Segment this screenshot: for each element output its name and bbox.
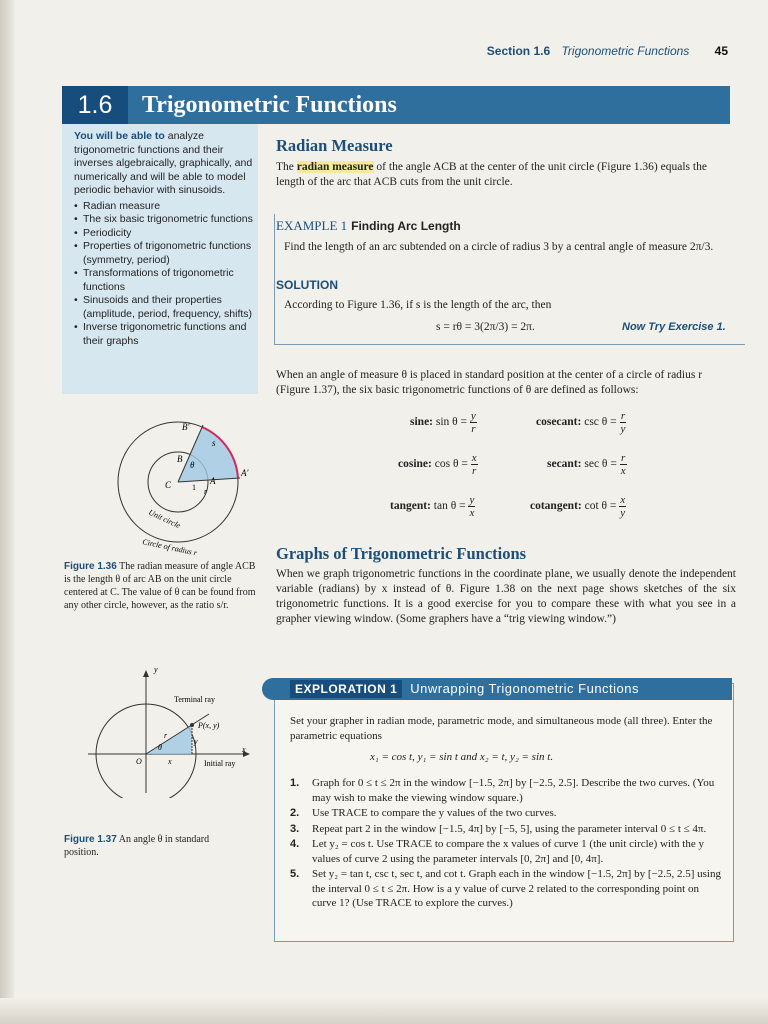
trig-denominator: r	[471, 423, 476, 435]
trig-fraction	[468, 494, 475, 519]
page-gutter-shadow	[0, 0, 14, 1024]
trig-definition	[398, 452, 478, 477]
objective-item: • Properties of trigonometric functions (symmetry, period)	[74, 240, 258, 267]
label-point: P(x, y)	[198, 721, 220, 730]
trig-denominator: y	[620, 423, 626, 435]
label-theta-137: θ	[158, 743, 162, 752]
exploration-title: Unwrapping Trigonometric Functions	[410, 681, 640, 696]
objective-item: • Transformations of trigonometric functions	[74, 267, 258, 294]
label-y-small: y	[194, 737, 198, 746]
solution-text: According to Figure 1.36, if s is the length of the arc, then	[284, 299, 552, 311]
exploration-step	[290, 867, 722, 911]
trig-numerator: x	[471, 452, 477, 464]
objective-item: • Periodicity	[74, 227, 258, 241]
point-p	[190, 723, 194, 727]
label-c: C	[165, 480, 172, 490]
radian-text-a: The	[276, 161, 297, 173]
trig-fraction	[470, 410, 477, 435]
trig-name: cosine:	[398, 458, 432, 471]
now-try-exercise-link[interactable]: Now Try Exercise 1.	[622, 321, 726, 333]
trig-definition	[547, 452, 627, 477]
trig-numerator: r	[620, 410, 626, 422]
label-r-137: r	[164, 731, 168, 740]
label-s: s	[212, 438, 216, 448]
radian-measure-term: radian measure	[296, 161, 374, 173]
figure-1-36-caption	[64, 560, 264, 612]
exploration-steps	[290, 776, 722, 912]
trig-fraction	[620, 410, 627, 435]
exploration-step	[290, 776, 722, 805]
trig-numerator: y	[470, 410, 476, 422]
objectives-list	[74, 200, 258, 349]
exploration-step	[290, 806, 722, 821]
section-number: 1.6	[62, 86, 128, 124]
label-b-prime: B'	[182, 422, 190, 432]
radian-text-b: of the angle ACB at the center of the unit circle (Figure 1.36) equals the length of the arc that ACB cuts from the unit circle.	[276, 161, 707, 188]
trig-lhs: cos θ =	[434, 458, 468, 471]
trig-definition	[536, 410, 626, 435]
exploration-heading	[290, 681, 639, 697]
figure-1-37-label: Figure 1.37	[64, 834, 117, 845]
label-origin: O	[136, 757, 142, 766]
step-number: 3.	[290, 822, 300, 835]
step-number: 2.	[290, 807, 300, 819]
step-text: Repeat part 2 in the window [−1.5, 4π] by [−5, 5], using the parameter interval 0 ≤ t ≤ 4π.	[312, 822, 707, 835]
objective-item: • Radian measure	[74, 200, 258, 214]
trig-lhs: sin θ =	[435, 416, 468, 429]
trig-name: cosecant:	[536, 416, 582, 429]
trig-denominator: y	[620, 507, 626, 519]
page-bottom-shadow	[0, 998, 768, 1024]
exploration-step	[290, 822, 722, 837]
label-terminal-ray: Terminal ray	[174, 695, 215, 704]
trig-numerator: r	[620, 452, 626, 464]
trig-fraction	[619, 494, 626, 519]
trig-numerator: x	[620, 494, 626, 506]
header-title: Trigonometric Functions	[561, 44, 690, 58]
step-text: Let y₂ = cos t. Use TRACE to compare the x values of curve 1 (the unit circle) with the y values of curve 2 using the parameter intervals [0, 2π] and [0, 4π].	[312, 838, 704, 865]
figure-1-36-label: Figure 1.36	[64, 561, 117, 572]
label-r: r	[204, 487, 208, 496]
label-theta: θ	[190, 460, 195, 470]
y-axis-arrow	[143, 670, 149, 677]
label-unit-circle: Unit circle	[147, 507, 182, 531]
figure-1-36-diagram	[100, 416, 260, 566]
trig-lhs: sec θ =	[584, 458, 617, 471]
exploration-step	[290, 837, 722, 866]
objectives-intro: analyze trigonometric functions and their inverses algebraically, graphically, and numerically and will be able to model periodic behavior with sinusoids.	[74, 130, 253, 196]
solution-label: SOLUTION	[276, 278, 338, 292]
exploration-equations: x₁ = cos t, y₁ = sin t and x₂ = t, y₂ = sin t.	[370, 751, 554, 763]
objective-item: • Sinusoids and their properties (amplitude, period, frequency, shifts)	[74, 294, 258, 321]
trig-denominator: x	[620, 465, 626, 477]
label-x-small: x	[168, 757, 172, 766]
step-text: Use TRACE to compare the y values of the two curves.	[312, 807, 557, 819]
sector-shade	[178, 427, 238, 482]
example-problem: Find the length of an arc subtended on a circle of radius 3 by a central angle of measure 2π/3.	[284, 241, 714, 253]
trig-name: secant:	[547, 458, 582, 471]
trig-name: sine:	[410, 416, 433, 429]
example-heading	[276, 218, 461, 234]
graphs-heading: Graphs of Trigonometric Functions	[276, 544, 527, 563]
step-text: Set y₂ = tan t, csc t, sec t, and cot t. Graph each in the window [−1.5, 2π] by [−2.5, 2.5] using the interval 0 ≤ t ≤ 2π. How is a y value of curve 2 related to the corresponding point on curve 1? (Use TRACE to explore the curves.)	[312, 868, 721, 909]
page-number: 45	[714, 44, 728, 58]
figure-1-36-text: The radian measure of angle ACB is the length θ of arc AB on the unit circle centered at C. The value of θ can be found from any other circle, however, as the ratio s/r.	[64, 561, 256, 611]
objective-item: • The six basic trigonometric functions	[74, 213, 258, 227]
trig-fraction	[471, 452, 478, 477]
radian-measure-heading: Radian Measure	[276, 136, 393, 155]
definition-intro: When an angle of measure θ is placed in standard position at the center of a circle of radius r (Figure 1.37), the six basic trigonometric functions of θ are defined as follows:	[276, 369, 703, 396]
trig-name: tangent:	[390, 500, 431, 513]
trig-definition	[390, 494, 475, 519]
exploration-label: EXPLORATION 1	[290, 680, 402, 698]
header-section: Section 1.6	[486, 44, 551, 58]
fig-label-x-axis: x	[242, 745, 246, 754]
step-number: 1.	[290, 777, 300, 789]
objectives-text	[74, 130, 258, 348]
trig-lhs: cot θ =	[584, 500, 617, 513]
step-text: Graph for 0 ≤ t ≤ 2π in the window [−1.5, 2π] by [−2.5, 2.5]. Describe the two curves. (You may wish to make the viewing window square.)	[312, 777, 715, 804]
label-a-prime: A'	[241, 468, 249, 478]
step-number: 4.	[290, 838, 300, 850]
objective-item: • Inverse trigonometric functions and their graphs	[74, 321, 258, 348]
trig-lhs: csc θ =	[584, 416, 617, 429]
trig-definition	[410, 410, 477, 435]
trig-fraction	[620, 452, 627, 477]
trig-denominator: x	[469, 507, 475, 519]
label-one: 1	[192, 483, 196, 492]
label-initial-ray: Initial ray	[204, 759, 236, 768]
trig-name: cotangent:	[530, 500, 582, 513]
label-circle-of-radius: Circle of radius r	[141, 537, 198, 558]
figure-1-37-text: An angle θ in standard position.	[64, 834, 210, 858]
exploration-intro: Set your grapher in radian mode, parametric mode, and simultaneous mode (all three). Enter the parametric equations	[290, 715, 713, 742]
section-title: Trigonometric Functions	[142, 92, 397, 118]
trig-numerator: y	[469, 494, 475, 506]
figure-1-37-diagram	[84, 668, 254, 798]
figure-1-37-caption	[64, 833, 244, 859]
label-a: A	[210, 476, 216, 486]
step-number: 5.	[290, 868, 300, 880]
radian-measure-text	[276, 160, 736, 190]
objectives-lead: You will be able to	[74, 130, 165, 142]
solution-equation: s = rθ = 3(2π/3) = 2π.	[436, 321, 535, 333]
fig-label-y-axis: y	[154, 668, 158, 674]
example-title: Finding Arc Length	[351, 219, 461, 233]
example-label: EXAMPLE 1	[276, 218, 348, 233]
running-header	[487, 44, 728, 58]
graphs-text: When we graph trigonometric functions in the coordinate plane, we usually denote the independent variable (radians) by x instead of θ. Figure 1.38 on the next page shows sketches of the six trigonometric functions. It is a good exercise for you to compare these with what you see in a grapher viewing window. (Some graphers have a “trig viewing window.”)	[276, 568, 736, 625]
trig-lhs: tan θ =	[433, 500, 466, 513]
trig-definition	[530, 494, 626, 519]
label-b: B	[177, 454, 183, 464]
trig-denominator: r	[471, 465, 477, 477]
